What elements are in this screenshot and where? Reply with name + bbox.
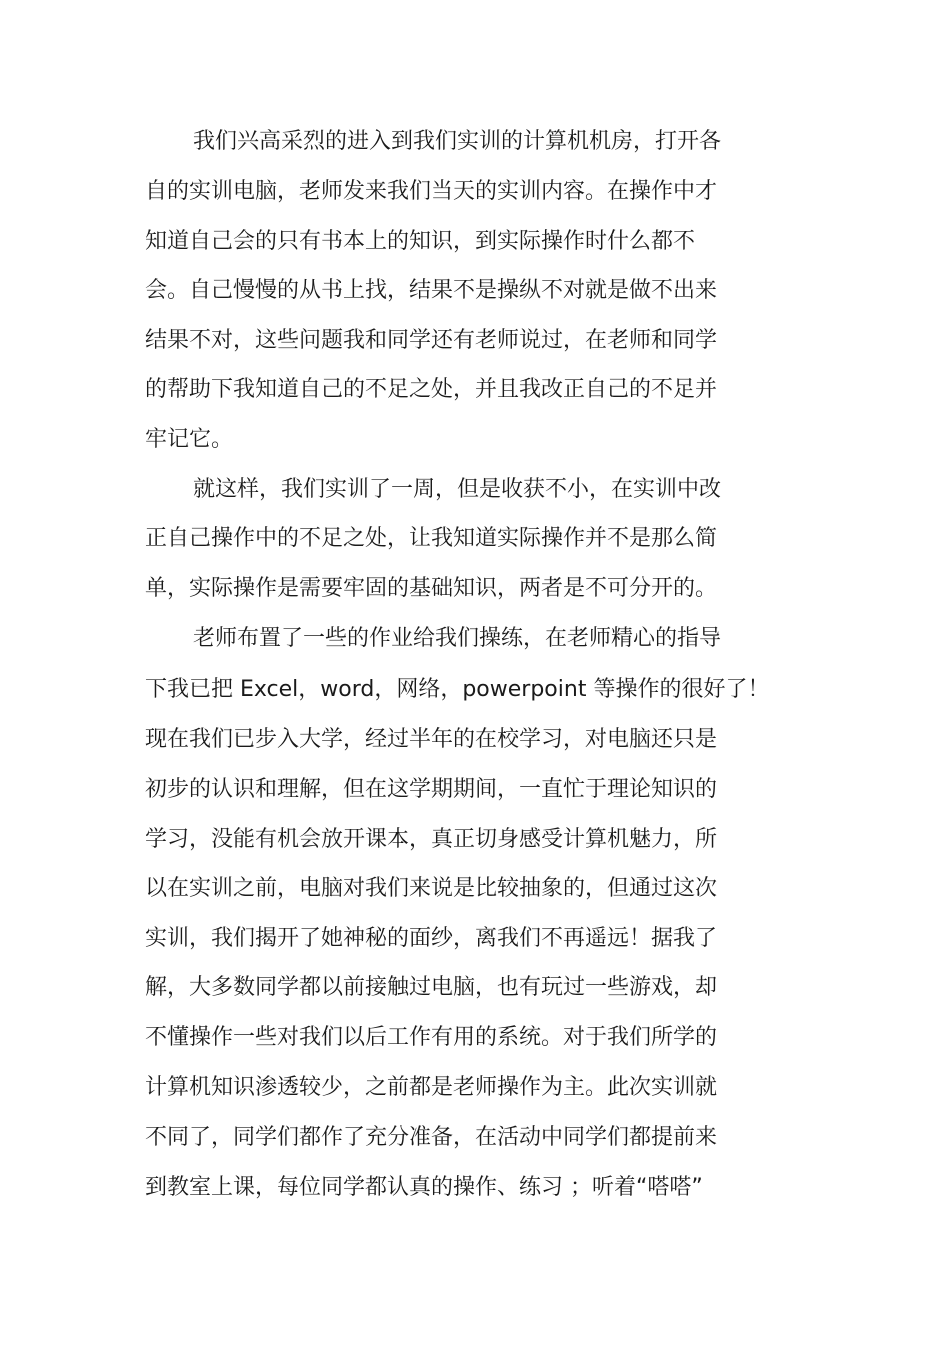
paragraph-3-line-8: 解，大多数同学都以前接触过电脑，也有玩过一些游戏，却 <box>145 975 718 1000</box>
paragraph-2-line-3: 单，实际操作是需要牢固的基础知识，两者是不可分开的。 <box>145 576 718 601</box>
paragraph-3-line-2: 下我已把 Excel，word，网络，powerpoint 等操作的很好了！ <box>145 677 770 702</box>
paragraph-3-line-10: 计算机知识渗透较少，之前都是老师操作为主。此次实训就 <box>145 1075 718 1100</box>
paragraph-3-line-1: 老师布置了一些的作业给我们操练，在老师精心的指导 <box>193 626 722 651</box>
paragraph-1-line-7: 牢记它。 <box>145 427 234 452</box>
paragraph-1-line-2: 自的实训电脑，老师发来我们当天的实训内容。在操作中才 <box>145 179 718 204</box>
paragraph-1-line-1: 我们兴高采烈的进入到我们实训的计算机机房，打开各 <box>193 129 722 154</box>
paragraph-1-line-3: 知道自己会的只有书本上的知识，到实际操作时什么都不 <box>145 229 696 254</box>
paragraph-1-line-5: 结果不对，这些问题我和同学还有老师说过，在老师和同学 <box>145 328 718 353</box>
paragraph-3-line-5: 学习，没能有机会放开课本，真正切身感受计算机魅力，所 <box>145 827 718 852</box>
paragraph-1-line-6: 的帮助下我知道自己的不足之处，并且我改正自己的不足并 <box>145 377 718 402</box>
paragraph-3-line-7: 实训，我们揭开了她神秘的面纱，离我们不再遥远！据我了 <box>145 926 718 951</box>
paragraph-3-line-4: 初步的认识和理解，但在这学期期间，一直忙于理论知识的 <box>145 777 718 802</box>
paragraph-3-line-11: 不同了，同学们都作了充分准备，在活动中同学们都提前来 <box>145 1125 718 1150</box>
paragraph-3-line-6: 以在实训之前，电脑对我们来说是比较抽象的，但通过这次 <box>145 876 718 901</box>
paragraph-1-line-4: 会。自己慢慢的从书上找，结果不是操纵不对就是做不出来 <box>145 278 718 303</box>
paragraph-3-line-9: 不懂操作一些对我们以后工作有用的系统。对于我们所学的 <box>145 1025 718 1050</box>
paragraph-3-line-12: 到教室上课，每位同学都认真的操作、练习 ；听着“嗒嗒” <box>145 1175 703 1200</box>
paragraph-3-line-3: 现在我们已步入大学，经过半年的在校学习，对电脑还只是 <box>145 727 718 752</box>
paragraph-2-line-1: 就这样，我们实训了一周，但是收获不小，在实训中改 <box>193 477 722 502</box>
paragraph-2-line-2: 正自己操作中的不足之处，让我知道实际操作并不是那么简 <box>145 526 718 551</box>
